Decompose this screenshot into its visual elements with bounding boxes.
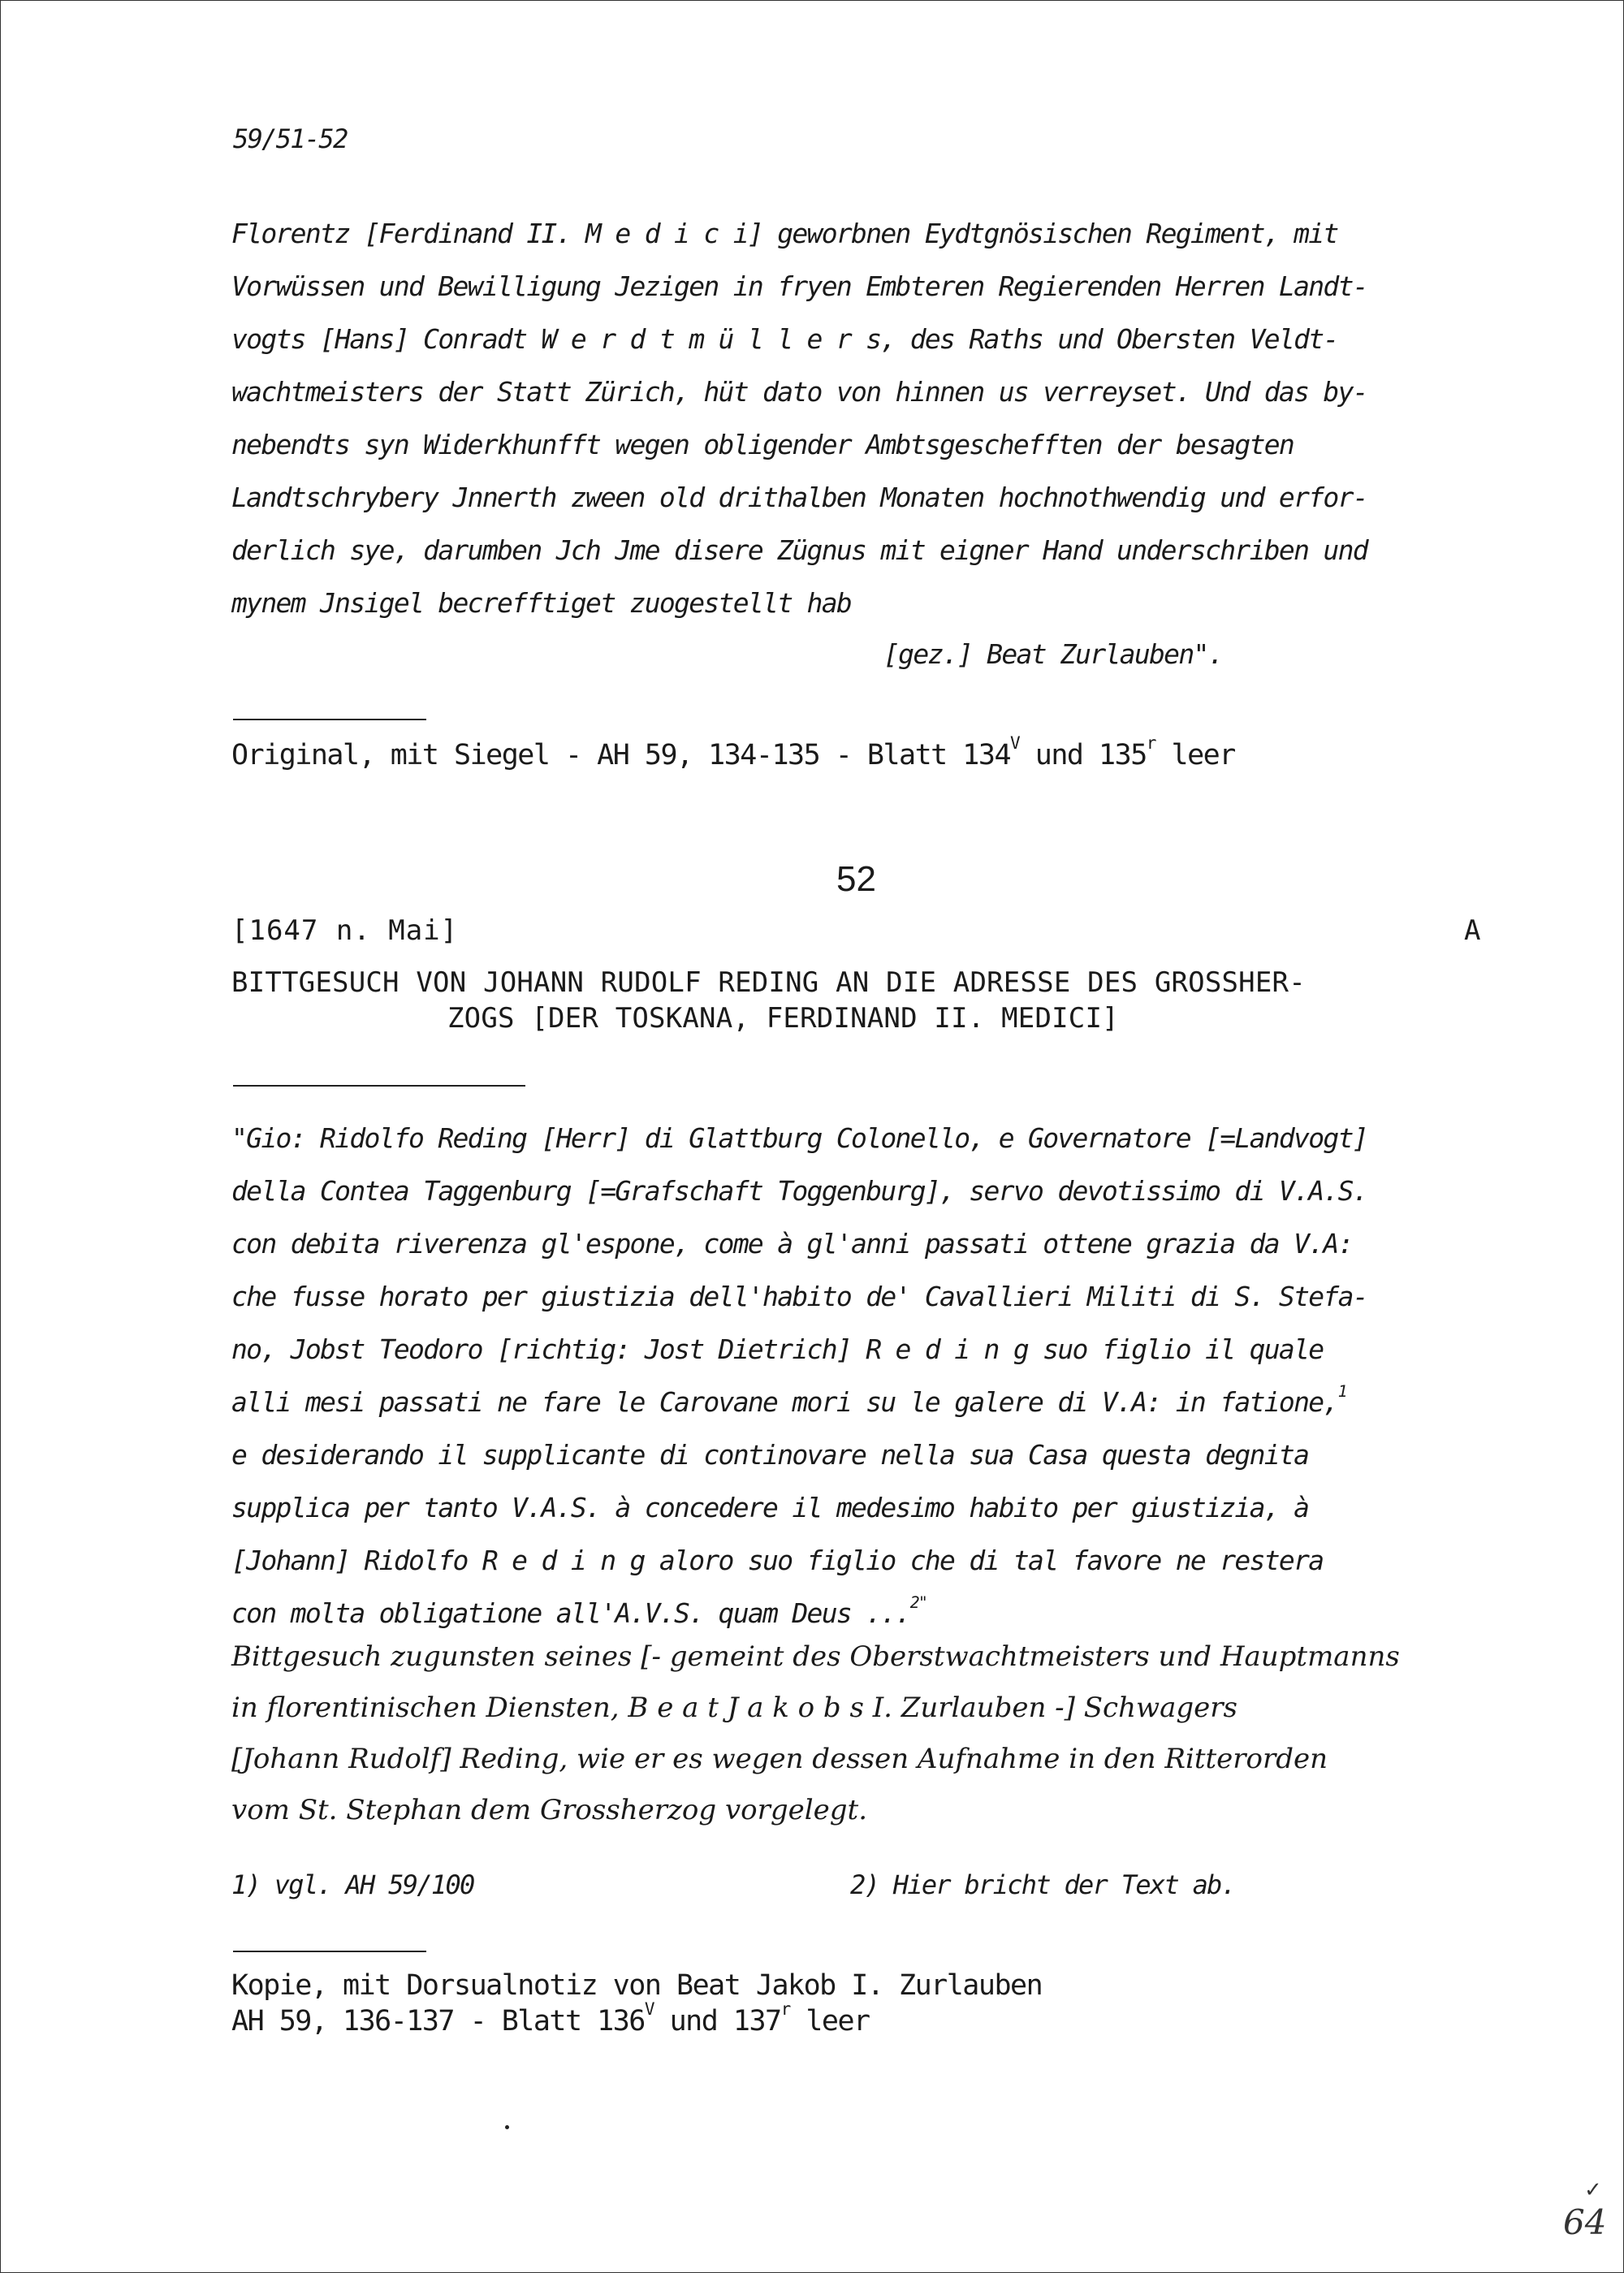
divider xyxy=(233,1085,525,1087)
source-note: Kopie, mit Dorsualnotiz von Beat Jakob I. Zurlauben xyxy=(231,1969,1043,2002)
source-note-text: leer xyxy=(1155,739,1235,771)
check-mark: ✓ xyxy=(1584,2178,1602,2202)
recto-mark: r xyxy=(1146,733,1155,754)
document-number: 52 xyxy=(836,859,876,899)
quotation-line xyxy=(231,1593,927,1629)
transcription-line: Vorwüssen und Bewilligung Jezigen in fryen Embteren Regierenden Herren Landt- xyxy=(231,270,1367,302)
quotation-line: con debita riverenza gl'espone, come à gl'anni passati ottene grazia da V.A: xyxy=(231,1228,1353,1260)
page-number-handwritten: 64 xyxy=(1563,2202,1607,2242)
document-reference: 59/51-52 xyxy=(233,123,348,154)
quotation-line xyxy=(231,1382,1346,1418)
quotation-line: "Gio: Ridolfo Reding [Herr] di Glattburg Colonello, e Governatore [=Landvogt] xyxy=(231,1122,1367,1154)
quotation-line: della Contea Taggenburg [=Grafschaft Toggenburg], servo devotissimo di V.A.S. xyxy=(231,1175,1367,1207)
quotation-text: alli mesi passati ne fare le Carovane mori su le galere di V.A: in fatione, xyxy=(231,1386,1338,1418)
footnote: 2) Hier bricht der Text ab. xyxy=(850,1869,1236,1900)
quotation-text: con molta obligatione all'A.V.S. quam Deus ... xyxy=(231,1597,910,1629)
document-heading: ZOGS [DER TOSKANA, FERDINAND II. MEDICI] xyxy=(447,1002,1119,1035)
source-note-text: leer xyxy=(789,2005,870,2037)
quotation-line: no, Jobst Teodoro [richtig: Jost Dietrich] R e d i n g suo figlio il quale xyxy=(231,1333,1324,1365)
recto-mark: r xyxy=(780,1999,790,2020)
commentary-line: in florentinischen Diensten, B e a t J a k o b s I. Zurlauben -] Schwagers xyxy=(231,1692,1237,1724)
source-note xyxy=(231,733,1235,771)
divider xyxy=(233,1951,426,1952)
quotation-line: che fusse horato per giustizia dell'habito de' Cavallieri Militi di S. Stefa- xyxy=(231,1281,1367,1312)
source-note-text: und 135 xyxy=(1019,739,1147,771)
source-note xyxy=(231,1999,870,2037)
verso-mark: V xyxy=(1010,733,1020,754)
date-mark: A xyxy=(1464,914,1481,947)
signature-line: [gez.] Beat Zurlauben". xyxy=(883,638,1223,670)
commentary-line: Bittgesuch zugunsten seines [- gemeint des Oberstwachtmeisters und Hauptmanns xyxy=(231,1640,1400,1673)
transcription-line: Landtschrybery Jnnerth zween old drithalben Monaten hochnothwendig und erfor- xyxy=(231,482,1367,513)
source-note-text: AH 59, 136-137 - Blatt 136 xyxy=(231,2005,645,2037)
transcription-line: wachtmeisters der Statt Zürich, hüt dato von hinnen us verreyset. Und das by- xyxy=(231,376,1367,408)
transcription-line: mynem Jnsigel becrefftiget zuogestellt hab xyxy=(231,587,852,619)
quotation-line: supplica per tanto V.A.S. à concedere il medesimo habito per giustizia, à xyxy=(231,1492,1309,1523)
transcription-line: derlich sye, darumben Jch Jme disere Zügnus mit eigner Hand underschriben und xyxy=(231,534,1367,566)
transcription-line: nebendts syn Widerkhunfft wegen obligender Ambtsgeschefften der besagten xyxy=(231,429,1294,460)
quotation-line: [Johann] Ridolfo R e d i n g aloro suo figlio che di tal favore ne restera xyxy=(231,1545,1324,1576)
document-date: [1647 n. Mai] xyxy=(231,914,459,947)
transcription-line: vogts [Hans] Conradt W e r d t m ü l l e r s, des Raths und Obersten Veldt- xyxy=(231,323,1338,355)
source-note-text: Original, mit Siegel - AH 59, 134-135 - Blatt 134 xyxy=(231,739,1011,771)
transcription-line: Florentz [Ferdinand II. M e d i c i] geworbnen Eydtgnösischen Regiment, mit xyxy=(231,218,1338,249)
verso-mark: V xyxy=(644,1999,654,2020)
footnote-mark: 1 xyxy=(1337,1382,1346,1402)
commentary-line: [Johann Rudolf] Reding, wie er es wegen dessen Aufnahme in den Ritterorden xyxy=(231,1743,1328,1775)
commentary-line: vom St. Stephan dem Grossherzog vorgelegt. xyxy=(231,1794,867,1826)
divider xyxy=(233,719,426,720)
footnote: 1) vgl. AH 59/100 xyxy=(231,1869,474,1900)
document-heading: BITTGESUCH VON JOHANN RUDOLF REDING AN DIE ADRESSE DES GROSSHER- xyxy=(231,966,1306,999)
footnote-mark: 2" xyxy=(909,1593,927,1613)
quotation-line: e desiderando il supplicante di continovare nella sua Casa questa degnita xyxy=(231,1439,1309,1471)
source-note-text: und 137 xyxy=(654,2005,781,2037)
stray-dot xyxy=(505,2125,509,2129)
